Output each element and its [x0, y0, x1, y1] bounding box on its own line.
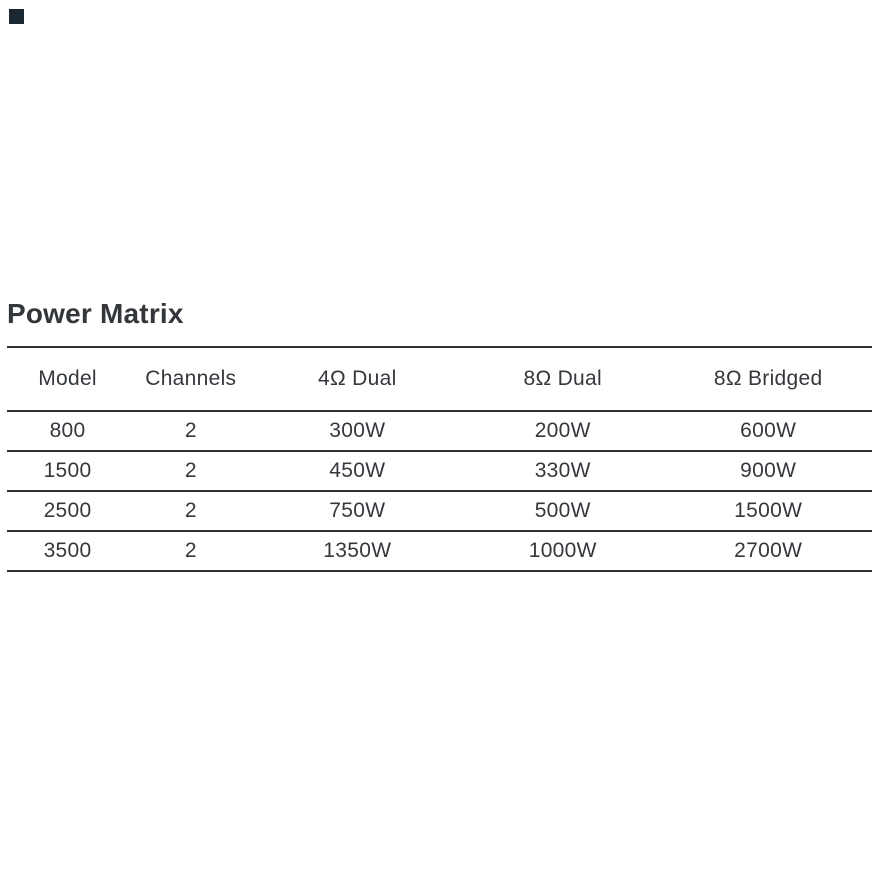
cell-4ohm-dual: 750W [254, 491, 462, 531]
cell-model: 3500 [7, 531, 128, 571]
cell-model: 2500 [7, 491, 128, 531]
corner-marker [9, 9, 24, 24]
cell-4ohm-dual: 1350W [254, 531, 462, 571]
table-row [7, 451, 872, 491]
header-cell-8ohm-dual: 8Ω Dual [461, 347, 664, 411]
table-row [7, 531, 872, 571]
cell-model: 800 [7, 411, 128, 451]
power-matrix-table [7, 346, 872, 572]
cell-8ohm-dual: 1000W [461, 531, 664, 571]
header-cell-model: Model [7, 347, 128, 411]
header-cell-channels: Channels [128, 347, 253, 411]
cell-channels: 2 [128, 411, 253, 451]
header-cell-8ohm-bridged: 8Ω Bridged [664, 347, 872, 411]
cell-8ohm-bridged: 900W [664, 451, 872, 491]
cell-8ohm-dual: 500W [461, 491, 664, 531]
cell-channels: 2 [128, 491, 253, 531]
cell-8ohm-dual: 330W [461, 451, 664, 491]
page-title: Power Matrix [7, 298, 184, 329]
cell-4ohm-dual: 300W [254, 411, 462, 451]
table-header-row [7, 347, 872, 411]
cell-8ohm-bridged: 2700W [664, 531, 872, 571]
cell-8ohm-bridged: 1500W [664, 491, 872, 531]
table-row [7, 491, 872, 531]
header-cell-4ohm-dual: 4Ω Dual [254, 347, 462, 411]
table-row [7, 411, 872, 451]
cell-channels: 2 [128, 531, 253, 571]
cell-model: 1500 [7, 451, 128, 491]
cell-channels: 2 [128, 451, 253, 491]
cell-4ohm-dual: 450W [254, 451, 462, 491]
cell-8ohm-bridged: 600W [664, 411, 872, 451]
cell-8ohm-dual: 200W [461, 411, 664, 451]
